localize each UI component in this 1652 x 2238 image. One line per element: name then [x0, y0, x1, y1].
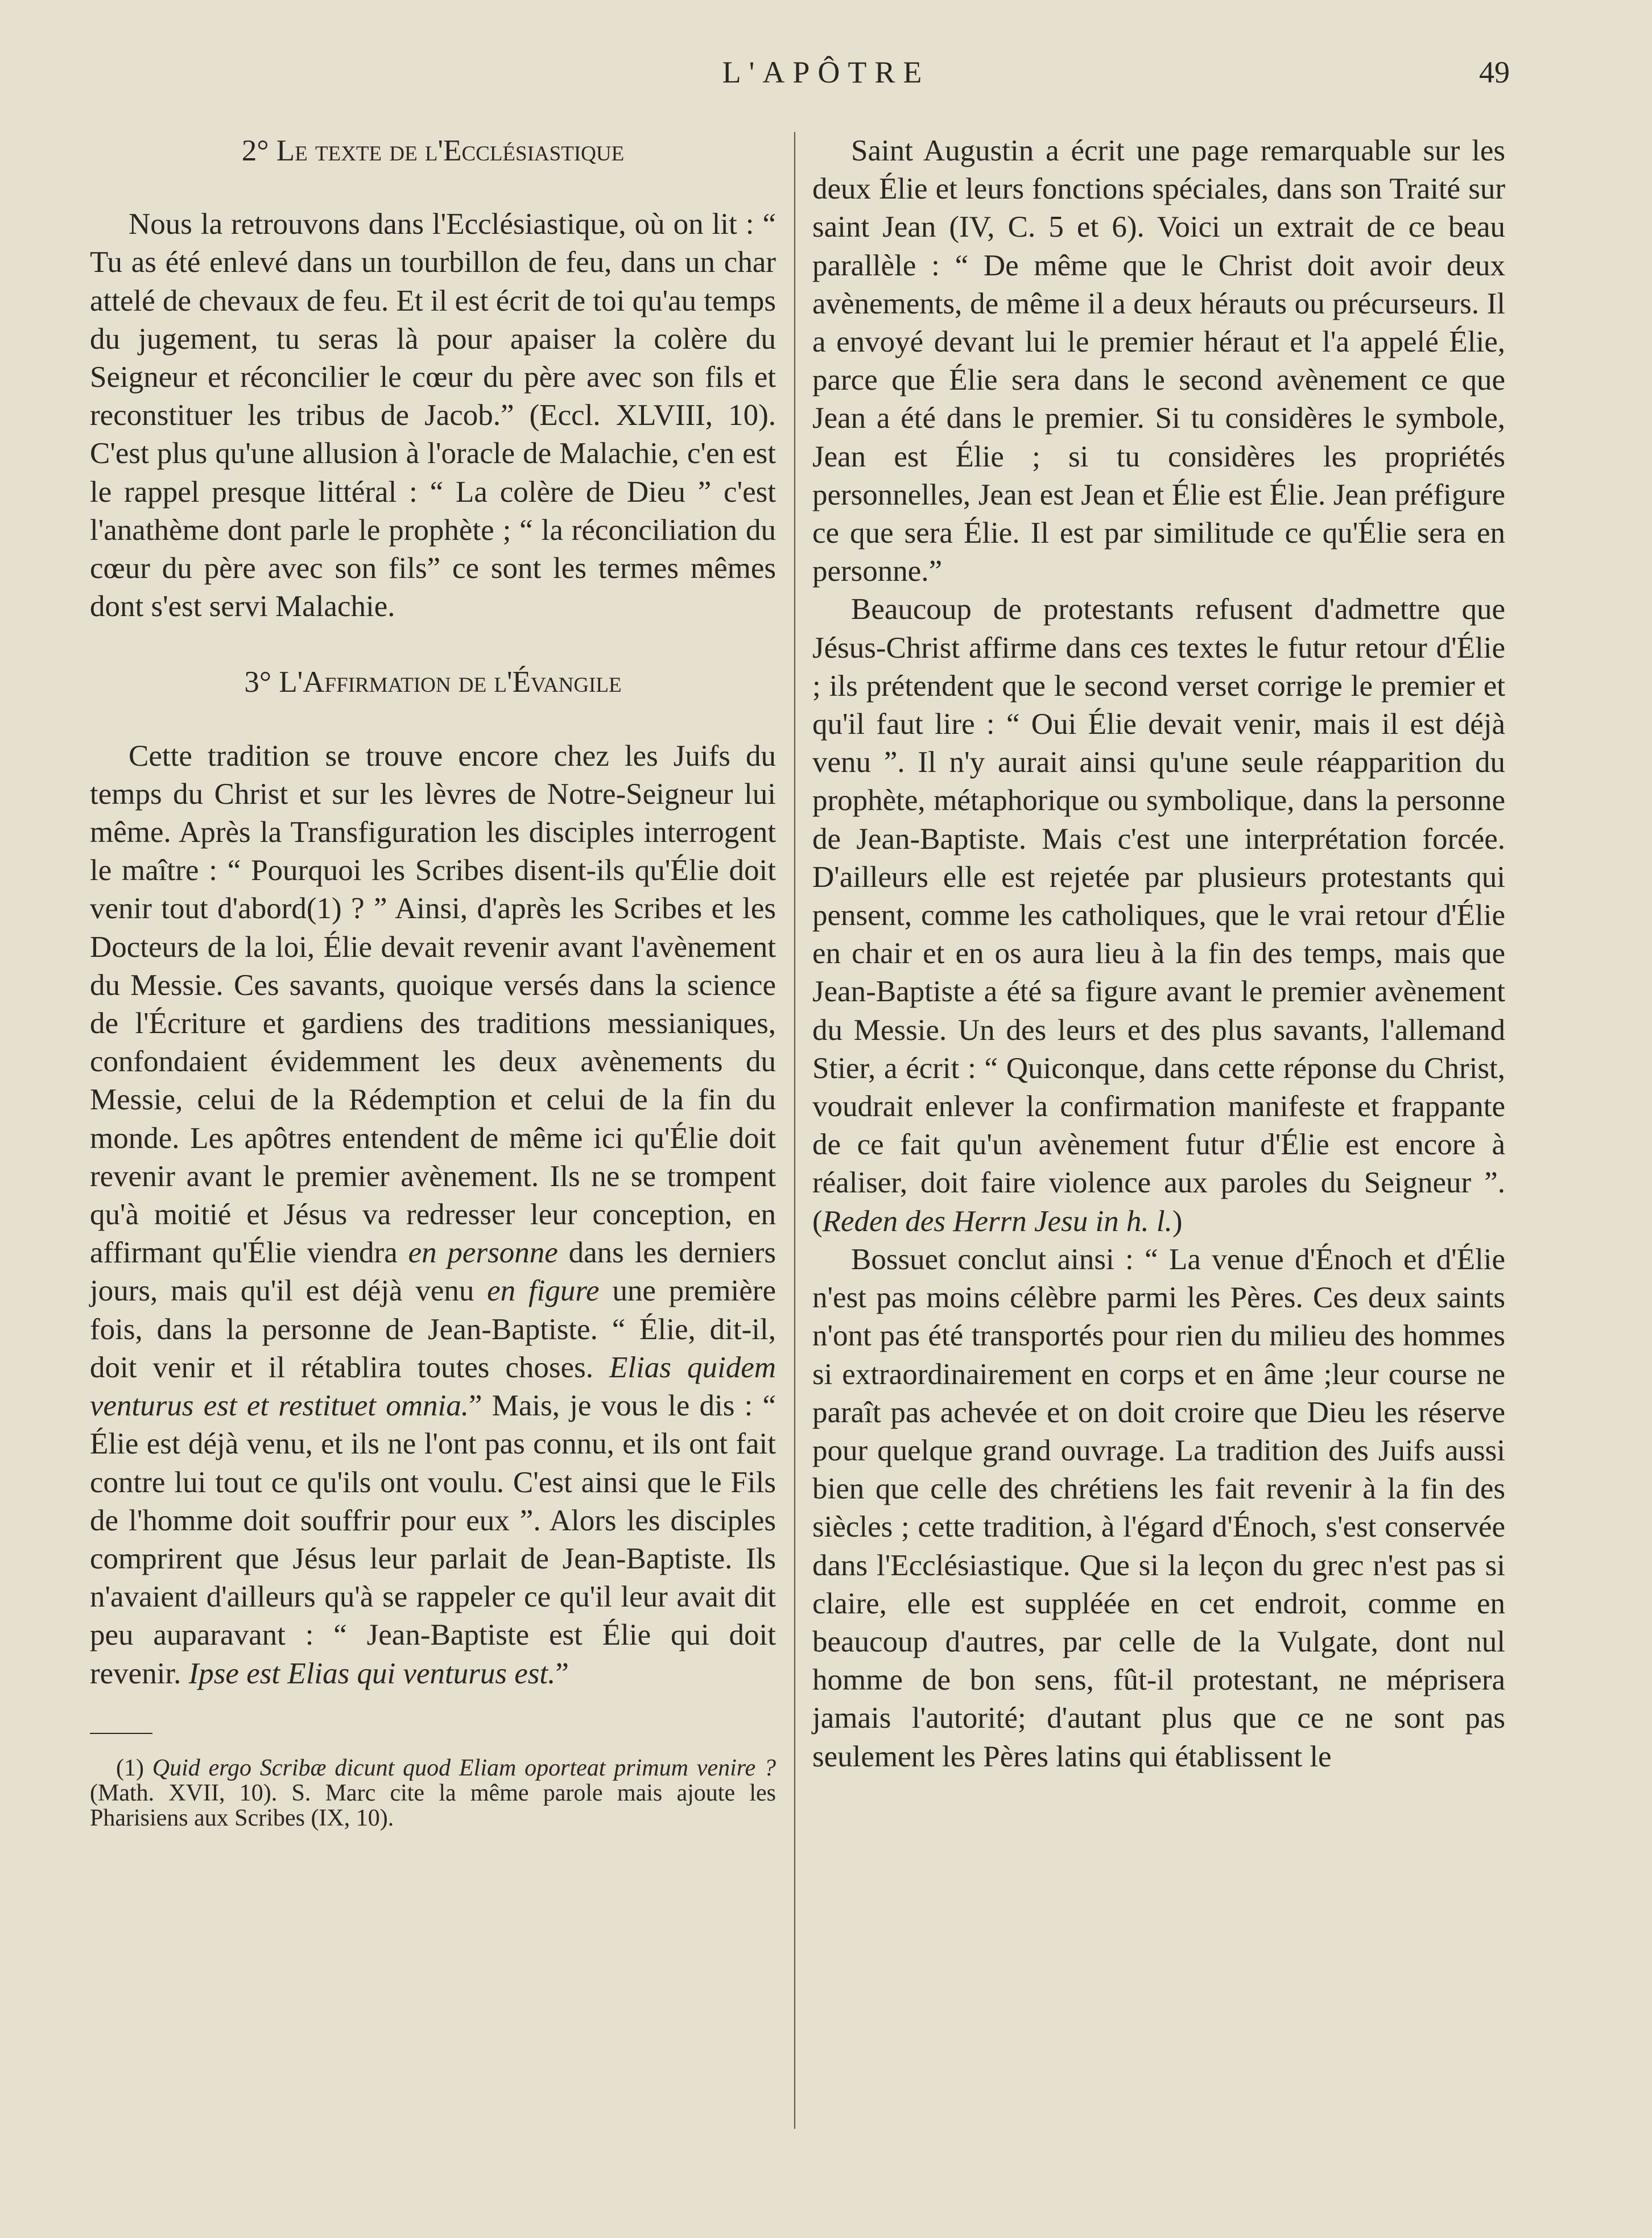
italic-phrase: en figure	[487, 1274, 600, 1308]
text-run: )	[1172, 1204, 1183, 1238]
paragraph	[90, 737, 776, 1693]
left-column	[90, 132, 776, 1831]
section-number-3: 3°	[244, 666, 279, 699]
running-title: L'APÔTRE	[722, 55, 930, 89]
italic-phrase: en personne	[408, 1236, 558, 1270]
section-title-3: L'Affirmation de l'Évangile	[279, 666, 622, 699]
section-heading-2	[90, 132, 776, 170]
paragraph: Nous la retrouvons dans l'Ecclésiastique, où on lit : “ Tu as été enlevé dans un tourbillon de feu, dans un char attelé de chevaux de feu. Et il est écrit de toi qu'au temps du jugement, tu seras là pour apaiser la colère du Seigneur et réconcilier le cœur du père avec son fils et reconstituer les tribus de Jacob.” (Eccl. XLVIII, 10). C'est plus qu'une allusion à l'oracle de Malachie, c'en est le rappel presque littéral : “ La colère de Dieu ” c'est l'anathème dont parle le prophète ; “ la réconciliation du cœur du père avec son fils” ce sont les termes mêmes dont s'est servi Malachie.	[90, 208, 777, 623]
text-run: Beaucoup de protestants refusent d'admettre que Jésus-Christ affirme dans ces textes le futur retour d'Élie ; ils prétendent que le second verset corrige le premier et qu'il faut lire : “ Oui Élie devait venir, mais il est déjà venu ”. Il n'y aurait ainsi qu'une seule réapparition du prophète, métaphorique ou symbolique, dans la personne de Jean-Baptiste. Mais c'est une interprétation forcée. D'ailleurs elle est rejetée par plusieurs protestants qui pensent, comme les catholiques, que le vrai retour d'Élie en chair et en os aura lieu à la fin des temps, mais que Jean-Baptiste a été sa figure avant le premier avènement du Messie. Un des leurs et des plus savants, l'allemand Stier, a écrit : “ Quiconque, dans cette réponse du Christ, voudrait enlever la confirmation manifeste et frappante de ce fait qu'un avènement futur d'Élie est encore à réaliser, doit faire violence aux paroles du Seigneur ”. (	[812, 593, 1505, 1238]
footnote-marker: (1)	[116, 1754, 152, 1781]
text-run: une première fois, dans la personne de Jean-Baptiste. “ Élie, dit-il, doit venir et il rétablira toutes choses.	[90, 1274, 776, 1384]
section-heading-3	[90, 663, 776, 701]
paragraph: Bossuet conclut ainsi : “ La venue d'Énoch et d'Élie n'est pas moins célèbre parmi les Pères. Ces deux saints n'ont pas été transportés pour rien du milieu des hommes si extraordinairement en corps et en âme ;leur course ne paraît pas achevée et on doit croire que Dieu les réserve pour quelque grand ouvrage. La tradition des Juifs aussi bien que celle des chrétiens les fait revenir à la fin des siècles ; cette tradition, à l'égard d'Énoch, s'est conservée dans l'Ecclésiastique. Que si la leçon du grec n'est pas si claire, elle est suppléée en cet endroit, comme en beaucoup d'autres, par celle de la Vulgate, dont nul homme de bon sens, fût-il protestant, ne méprisera jamais l'autorité; d'autant plus que ce ne sont pas seulement les Pères latins qui établissent le	[812, 1242, 1505, 1773]
latin-quote: Ipse est Elias qui venturus est.	[188, 1657, 556, 1690]
footnote-text: (Math. XVII, 10). S. Marc cite la même parole mais ajoute les Pharisiens aux Scribes (IX, 10).	[90, 1779, 776, 1831]
latin-quote: Elias quidem venturus est et restituet omnia.	[90, 1351, 776, 1423]
text-run: dans les derniers jours, mais qu'il est déjà venu	[90, 1236, 776, 1308]
footnote	[90, 1756, 776, 1831]
footnote-rule	[90, 1733, 152, 1734]
paragraph: Saint Augustin a écrit une page remarquable sur les deux Élie et leurs fonctions spéciales, dans son Traité sur saint Jean (IV, C. 5 et 6). Voici un extrait de ce beau parallèle : “ De même que le Christ doit avoir deux avènements, de même il a deux hérauts ou précurseurs. Il a envoyé devant lui le premier héraut et l'a appelé Élie, parce que Élie sera dans le second avènement ce que Jean a été dans le premier. Si tu considères le symbole, Jean est Élie ; si tu considères les propriétés personnelles, Jean est Jean et Élie est Élie. Jean préfigure ce que sera Élie. Il est par similitude ce qu'Élie sera en personne.”	[812, 134, 1505, 588]
text-run: ”	[555, 1657, 569, 1690]
italic-citation: Reden des Herrn Jesu in h. l.	[822, 1204, 1172, 1238]
footnote-latin: Quid ergo Scribæ dicunt quod Eliam oporteat primum venire ?	[152, 1754, 776, 1781]
paragraph	[812, 591, 1505, 1240]
section-title-2: Le texte de l'Ecclésiastique	[276, 134, 625, 167]
text-run: Cette tradition se trouve encore chez les Juifs du temps du Christ et sur les lèvres de Notre-Seigneur lui même. Après la Transfiguration les disciples interrogent le maître : “ Pourquoi les Scribes disent-ils qu'Élie doit venir tout d'abord(1) ? ” Ainsi, d'après les Scribes et les Docteurs de la loi, Élie devait revenir avant l'avènement du Messie. Ces savants, quoique versés dans la science de l'Écriture et gardiens des traditions messianiques, confondaient évidemment les deux avènements du Messie, celui de la Rédemption et celui de la fin du monde. Les apôtres entendent de même ici qu'Élie doit revenir avant le premier avènement. Ils ne se trompent qu'à moitié et Jésus va redresser leur conception, en affirmant qu'Élie viendra	[90, 739, 776, 1270]
section-number-2: 2°	[241, 134, 276, 167]
column-divider	[794, 132, 795, 2129]
right-column	[812, 132, 1505, 1776]
page-number: 49	[1479, 55, 1510, 89]
text-run: ” Mais, je vous le dis : “ Élie est déjà venu, et ils ne l'ont pas connu, et ils ont fait contre lui tout ce qu'ils ont voulu. C'est ainsi que le Fils de l'homme doit souffrir pour eux ”. Alors les disciples comprirent que Jésus leur parlait de Jean-Baptiste. Ils n'avaient d'ailleurs qu'à se rappeler ce qu'il leur avait dit peu auparavant : “ Jean-Baptiste est Élie qui doit revenir.	[90, 1389, 776, 1690]
